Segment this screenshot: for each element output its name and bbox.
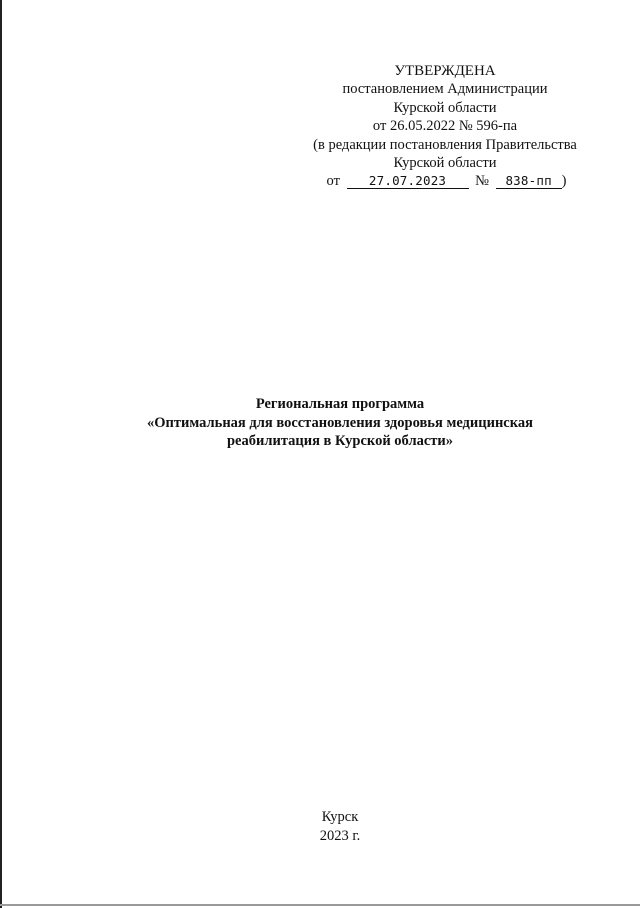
footer-city: Курск [321,809,359,825]
program-title [100,395,580,451]
footer-year: 2023 г. [319,827,361,844]
approval-date-line [290,172,600,190]
filled-number-field: 838-пп [496,173,562,189]
filled-date-field: 27.07.2023 [347,173,469,189]
approval-line-3: от 26.05.2022 № 596-па [372,118,518,135]
title-line-1: Региональная программа [255,396,425,412]
approval-heading: УТВЕРЖДЕНА [394,63,496,79]
number-prefix: № [475,173,490,190]
date-prefix: от [326,173,340,190]
title-line-2: «Оптимальная для восстановления здоровья медицинская [147,414,533,431]
approval-line-4: (в редакции постановления Правительства [313,136,577,153]
scan-left-edge [0,0,2,908]
closing-paren: ) [561,173,567,190]
approval-line-2: Курской области [393,99,497,116]
approval-stamp [290,62,600,191]
title-line-3: реабилитация в Курской области» [226,433,453,449]
document-footer [240,808,440,845]
approval-line-5: Курской области [393,155,497,172]
approval-line-1: постановлением Администрации [342,81,548,98]
scan-bottom-edge [0,904,640,906]
